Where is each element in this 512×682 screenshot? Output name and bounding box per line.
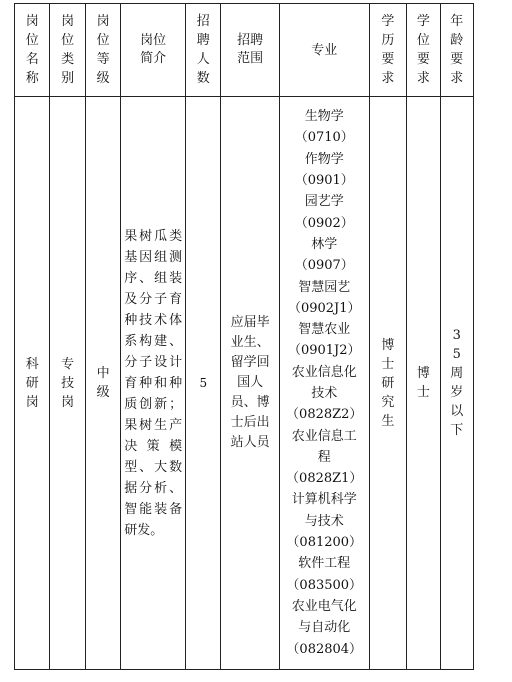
major-line: （0907） — [294, 258, 354, 274]
header-degree: 学位要求 — [407, 4, 440, 97]
header-post-type: 岗位类别 — [50, 4, 85, 97]
major-line: （0828Z1） — [286, 471, 363, 487]
major-line: 与自动化 — [298, 620, 351, 636]
major-line: 作物学 — [304, 151, 344, 167]
cell-education: 博士研究生 — [369, 97, 407, 670]
major-line: （081200） — [286, 535, 363, 551]
major-line: （0902） — [294, 215, 354, 231]
header-recruit-scope: 招聘范围 — [221, 4, 279, 97]
major-list — [280, 106, 369, 660]
cell-age: 35周岁以下 — [440, 97, 473, 670]
major-line: 技术 — [311, 386, 338, 401]
header-post-intro: 岗位简介 — [121, 4, 186, 97]
recruitment-table — [14, 3, 474, 670]
cell-recruit-count: 5 — [186, 97, 221, 670]
header-row — [15, 4, 474, 97]
major-line: 软件工程 — [298, 556, 351, 572]
header-recruit-count: 招聘人数 — [186, 4, 221, 97]
header-post-level: 岗位等级 — [85, 4, 120, 97]
cell-degree: 博士 — [407, 97, 440, 670]
major-line: （082804） — [286, 641, 363, 657]
header-education: 学历要求 — [369, 4, 407, 97]
major-line: （0710） — [294, 130, 354, 146]
major-line: （0901J2） — [287, 343, 361, 359]
cell-post-type: 专技岗 — [50, 97, 85, 670]
major-line: 生物学 — [304, 109, 344, 125]
major-line: 计算机科学 — [291, 492, 357, 508]
major-line: 园艺学 — [304, 194, 344, 210]
major-line: 农业信息工 — [291, 428, 357, 444]
cell-major — [279, 97, 369, 670]
major-line: 智慧园艺 — [298, 279, 351, 295]
major-line: 智慧农业 — [298, 322, 351, 338]
major-line: （0902J1） — [287, 300, 361, 316]
major-line: 程 — [317, 449, 331, 465]
cell-post-intro: 果树瓜类基因组测序、组装及分子育种技术体系构建、分子设计育种和种质创新；果树生产决策模型、大数据分析、智能装备研发。 — [121, 97, 186, 670]
cell-post-level: 中级 — [85, 97, 120, 670]
major-line: （083500） — [286, 577, 363, 593]
major-line: （0828Z2） — [286, 407, 363, 423]
table-row — [15, 97, 474, 670]
major-line: 林学 — [311, 236, 338, 252]
header-post-name: 岗位名称 — [15, 4, 50, 97]
major-line: （0901） — [294, 173, 354, 189]
cell-post-name: 科研岗 — [15, 97, 50, 670]
major-line: 农业电气化 — [291, 598, 357, 614]
cell-recruit-scope: 应届毕业生、留学回国人员、博士后出站人员 — [221, 97, 279, 670]
header-major: 专业 — [279, 4, 369, 97]
major-line: 农业信息化 — [291, 364, 357, 380]
header-age: 年龄要求 — [440, 4, 473, 97]
major-line: 与技术 — [304, 513, 344, 529]
